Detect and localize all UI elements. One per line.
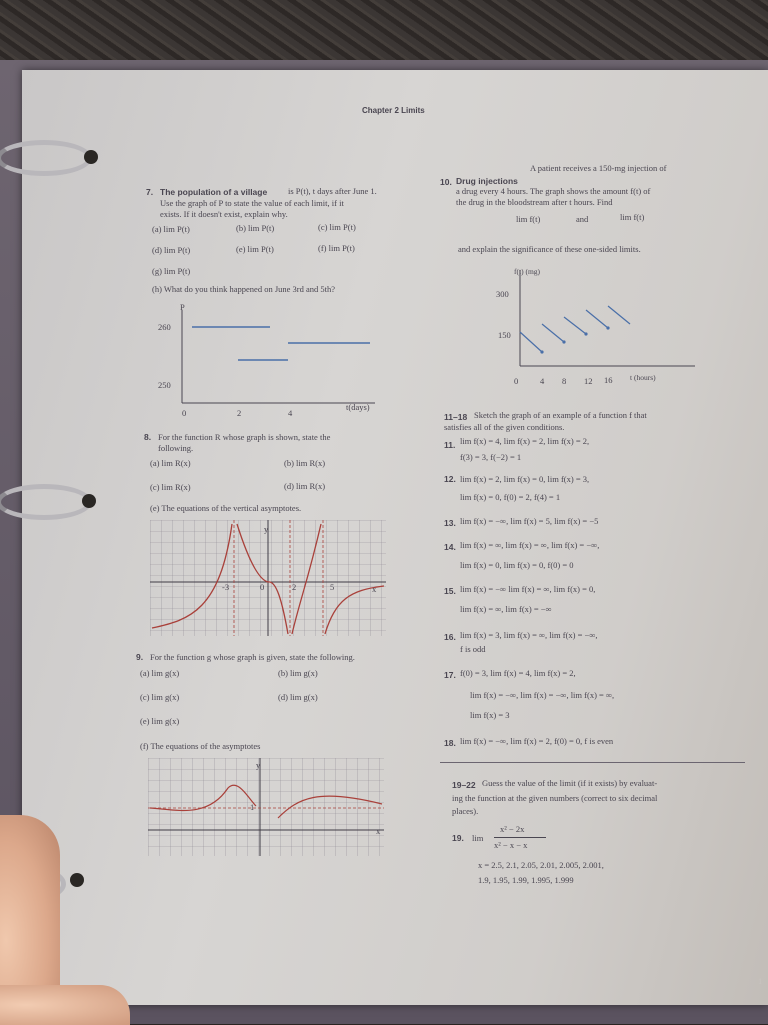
problem-10-limit-2: lim f(t): [620, 212, 645, 222]
problem-18-number: 18.: [444, 738, 456, 748]
section-11-18-line: satisfies all of the given conditions.: [444, 422, 565, 432]
problem-9-part-d: (d) lim g(x): [278, 692, 318, 702]
problem-16-line: lim f(x) = 3, lim f(x) = ∞, lim f(x) = −∞,: [460, 630, 598, 640]
f-axis-label: f(t) (mg): [514, 267, 541, 276]
p-axis-label: P: [180, 302, 185, 312]
t-tick-0: 0: [182, 408, 187, 418]
problem-8-part-d: (d) lim R(x): [284, 481, 326, 491]
problem-7-part-d: (d) lim P(t): [152, 245, 191, 255]
problem-10-line: and explain the significance of these one-sided limits.: [458, 244, 641, 254]
t-tick-8: 8: [562, 376, 567, 386]
problem-11-line: f(3) = 3, f(−2) = 1: [460, 452, 522, 462]
punch-hole-bottom: [70, 873, 84, 887]
page-number-corner: 1: [758, 976, 763, 986]
section-19-22-line: places).: [452, 806, 479, 816]
x-tick-neg3: -3: [222, 582, 230, 592]
problem-17-line: f(0) = 3, lim f(x) = 4, lim f(x) = 2,: [460, 668, 576, 678]
problem-12-line: lim f(x) = 2, lim f(x) = 0, lim f(x) = 3,: [460, 474, 590, 484]
problem-8-part-c: (c) lim R(x): [150, 482, 191, 492]
problem-10-line: a drug every 4 hours. The graph shows the amount f(t) of: [456, 186, 651, 196]
problem-14-line: lim f(x) = ∞, lim f(x) = ∞, lim f(x) = −∞,: [460, 540, 600, 550]
problem-9-part-c: (c) lim g(x): [140, 692, 180, 702]
problem-17-line: lim f(x) = −∞, lim f(x) = −∞, lim f(x) = ∞,: [470, 690, 615, 700]
problem-7-number: 7.: [146, 187, 154, 197]
p-tick-250: 250: [158, 380, 171, 390]
t-tick-0: 0: [514, 376, 519, 386]
problem-7-part-c: (c) lim P(t): [318, 222, 356, 232]
punch-hole-top: [84, 150, 98, 164]
x-tick-2: 2: [292, 582, 297, 592]
t-axis-label: t (hours): [630, 373, 656, 382]
x-tick-5: 5: [330, 582, 335, 592]
x-axis-label: x: [372, 584, 377, 594]
t-axis-label: t(days): [346, 402, 370, 412]
t-tick-4: 4: [540, 376, 545, 386]
textbook-page: [22, 70, 768, 1005]
y-axis-label: y: [256, 760, 261, 770]
f-tick-150: 150: [498, 330, 511, 340]
problem-9-part-e: (e) lim g(x): [140, 716, 180, 726]
f-tick-300: 300: [496, 289, 509, 299]
problem-10-line: the drug in the bloodstream after t hours. Find: [456, 197, 613, 207]
problem-7-line: Use the graph of P to state the value of each limit, if it: [160, 198, 344, 208]
problem-13-number: 13.: [444, 518, 456, 528]
y-tick-1: 1: [250, 802, 255, 812]
t-tick-12: 12: [584, 376, 593, 386]
problem-8-line: For the function R whose graph is shown, state the: [158, 432, 331, 442]
problem-11-number: 11.: [444, 440, 456, 450]
t-tick-4: 4: [288, 408, 293, 418]
y-axis-label: y: [264, 524, 269, 534]
section-19-22-line: ing the function at the given numbers (correct to six decimal: [452, 793, 658, 803]
problem-13-line: lim f(x) = −∞, lim f(x) = 5, lim f(x) = −5: [460, 516, 599, 526]
problem-10-graph: [500, 262, 700, 380]
problem-17-number: 17.: [444, 670, 456, 680]
problem-9-part-b: (b) lim g(x): [278, 668, 318, 678]
fraction-bar: [494, 837, 546, 838]
problem-19-lim: lim: [472, 833, 484, 843]
problem-19-number: 19.: [452, 833, 464, 843]
section-19-22-heading: 19–22: [452, 780, 476, 790]
section-divider: [440, 762, 745, 763]
problem-19-numerator: x² − 2x: [500, 824, 525, 834]
problem-8-graph: [150, 520, 390, 638]
problem-7-intro: is P(t), t days after June 1.: [288, 186, 377, 196]
problem-7-title: The population of a village: [160, 187, 268, 197]
p-tick-260: 260: [158, 322, 171, 332]
problem-8-part-a: (a) lim R(x): [150, 458, 191, 468]
problem-16-number: 16.: [444, 632, 456, 642]
t-tick-2: 2: [237, 408, 242, 418]
punch-hole-middle: [82, 494, 96, 508]
problem-14-number: 14.: [444, 542, 456, 552]
problem-7-line: exists. If it doesn't exist, explain why.: [160, 209, 288, 219]
section-11-18-line: Sketch the graph of an example of a function f that: [474, 410, 647, 420]
problem-16-line: f is odd: [460, 644, 486, 654]
problem-7-part-f: (f) lim P(t): [318, 243, 355, 253]
problem-19-values-line: 1.9, 1.95, 1.99, 1.995, 1.999: [478, 875, 574, 885]
chapter-header: Chapter 2 Limits: [362, 106, 425, 115]
problem-11-line: lim f(x) = 4, lim f(x) = 2, lim f(x) = 2,: [460, 436, 590, 446]
problem-7-part-b: (b) lim P(t): [236, 223, 275, 233]
problem-10-number: 10.: [440, 177, 452, 187]
problem-12-line: lim f(x) = 0, f(0) = 2, f(4) = 1: [460, 492, 561, 502]
problem-15-line: lim f(x) = −∞ lim f(x) = ∞, lim f(x) = 0,: [460, 584, 596, 594]
problem-7-part-a: (a) lim P(t): [152, 224, 190, 234]
problem-9-part-a: (a) lim g(x): [140, 668, 180, 678]
t-tick-16: 16: [604, 375, 613, 385]
problem-9-line: For the function g whose graph is given, state the following.: [150, 652, 355, 662]
problem-9-part-f: (f) The equations of the asymptotes: [140, 741, 261, 751]
problem-8-line: following.: [158, 443, 194, 453]
problem-8-number: 8.: [144, 432, 152, 442]
problem-7-part-g: (g) lim P(t): [152, 266, 191, 276]
problem-15-line: lim f(x) = ∞, lim f(x) = −∞: [460, 604, 552, 614]
problem-9-number: 9.: [136, 652, 144, 662]
x-tick-0: 0: [260, 582, 265, 592]
binder-ring-top: [0, 140, 92, 176]
binder-ring-middle: [0, 484, 92, 520]
problem-17-line: lim f(x) = 3: [470, 710, 510, 720]
problem-8-part-b: (b) lim R(x): [284, 458, 326, 468]
problem-15-number: 15.: [444, 586, 456, 596]
problem-19-values-line: x = 2.5, 2.1, 2.05, 2.01, 2.005, 2.001,: [478, 860, 604, 870]
problem-19-denominator: x² − x − x: [494, 840, 528, 850]
problem-10-title: Drug injections: [456, 176, 518, 186]
problem-10-and: and: [576, 214, 589, 224]
x-axis-label: x: [376, 826, 381, 836]
problem-7-part-h: (h) What do you think happened on June 3rd and 5th?: [152, 284, 336, 294]
problem-12-number: 12.: [444, 474, 456, 484]
problem-14-line: lim f(x) = 0, lim f(x) = 0, f(0) = 0: [460, 560, 574, 570]
problem-10-limit-1: lim f(t): [516, 214, 541, 224]
problem-8-part-e: (e) The equations of the vertical asymptotes.: [150, 503, 302, 513]
problem-7-part-e: (e) lim P(t): [236, 244, 274, 254]
hand-fingers: [0, 985, 130, 1025]
problem-18-line: lim f(x) = −∞, lim f(x) = 2, f(0) = 0, f is even: [460, 736, 614, 746]
section-11-18-heading: 11–18: [444, 412, 468, 422]
section-19-22-line: Guess the value of the limit (if it exists) by evaluat-: [482, 778, 658, 788]
problem-10-line: A patient receives a 150-mg injection of: [530, 163, 667, 173]
problem-9-graph: [148, 758, 388, 858]
